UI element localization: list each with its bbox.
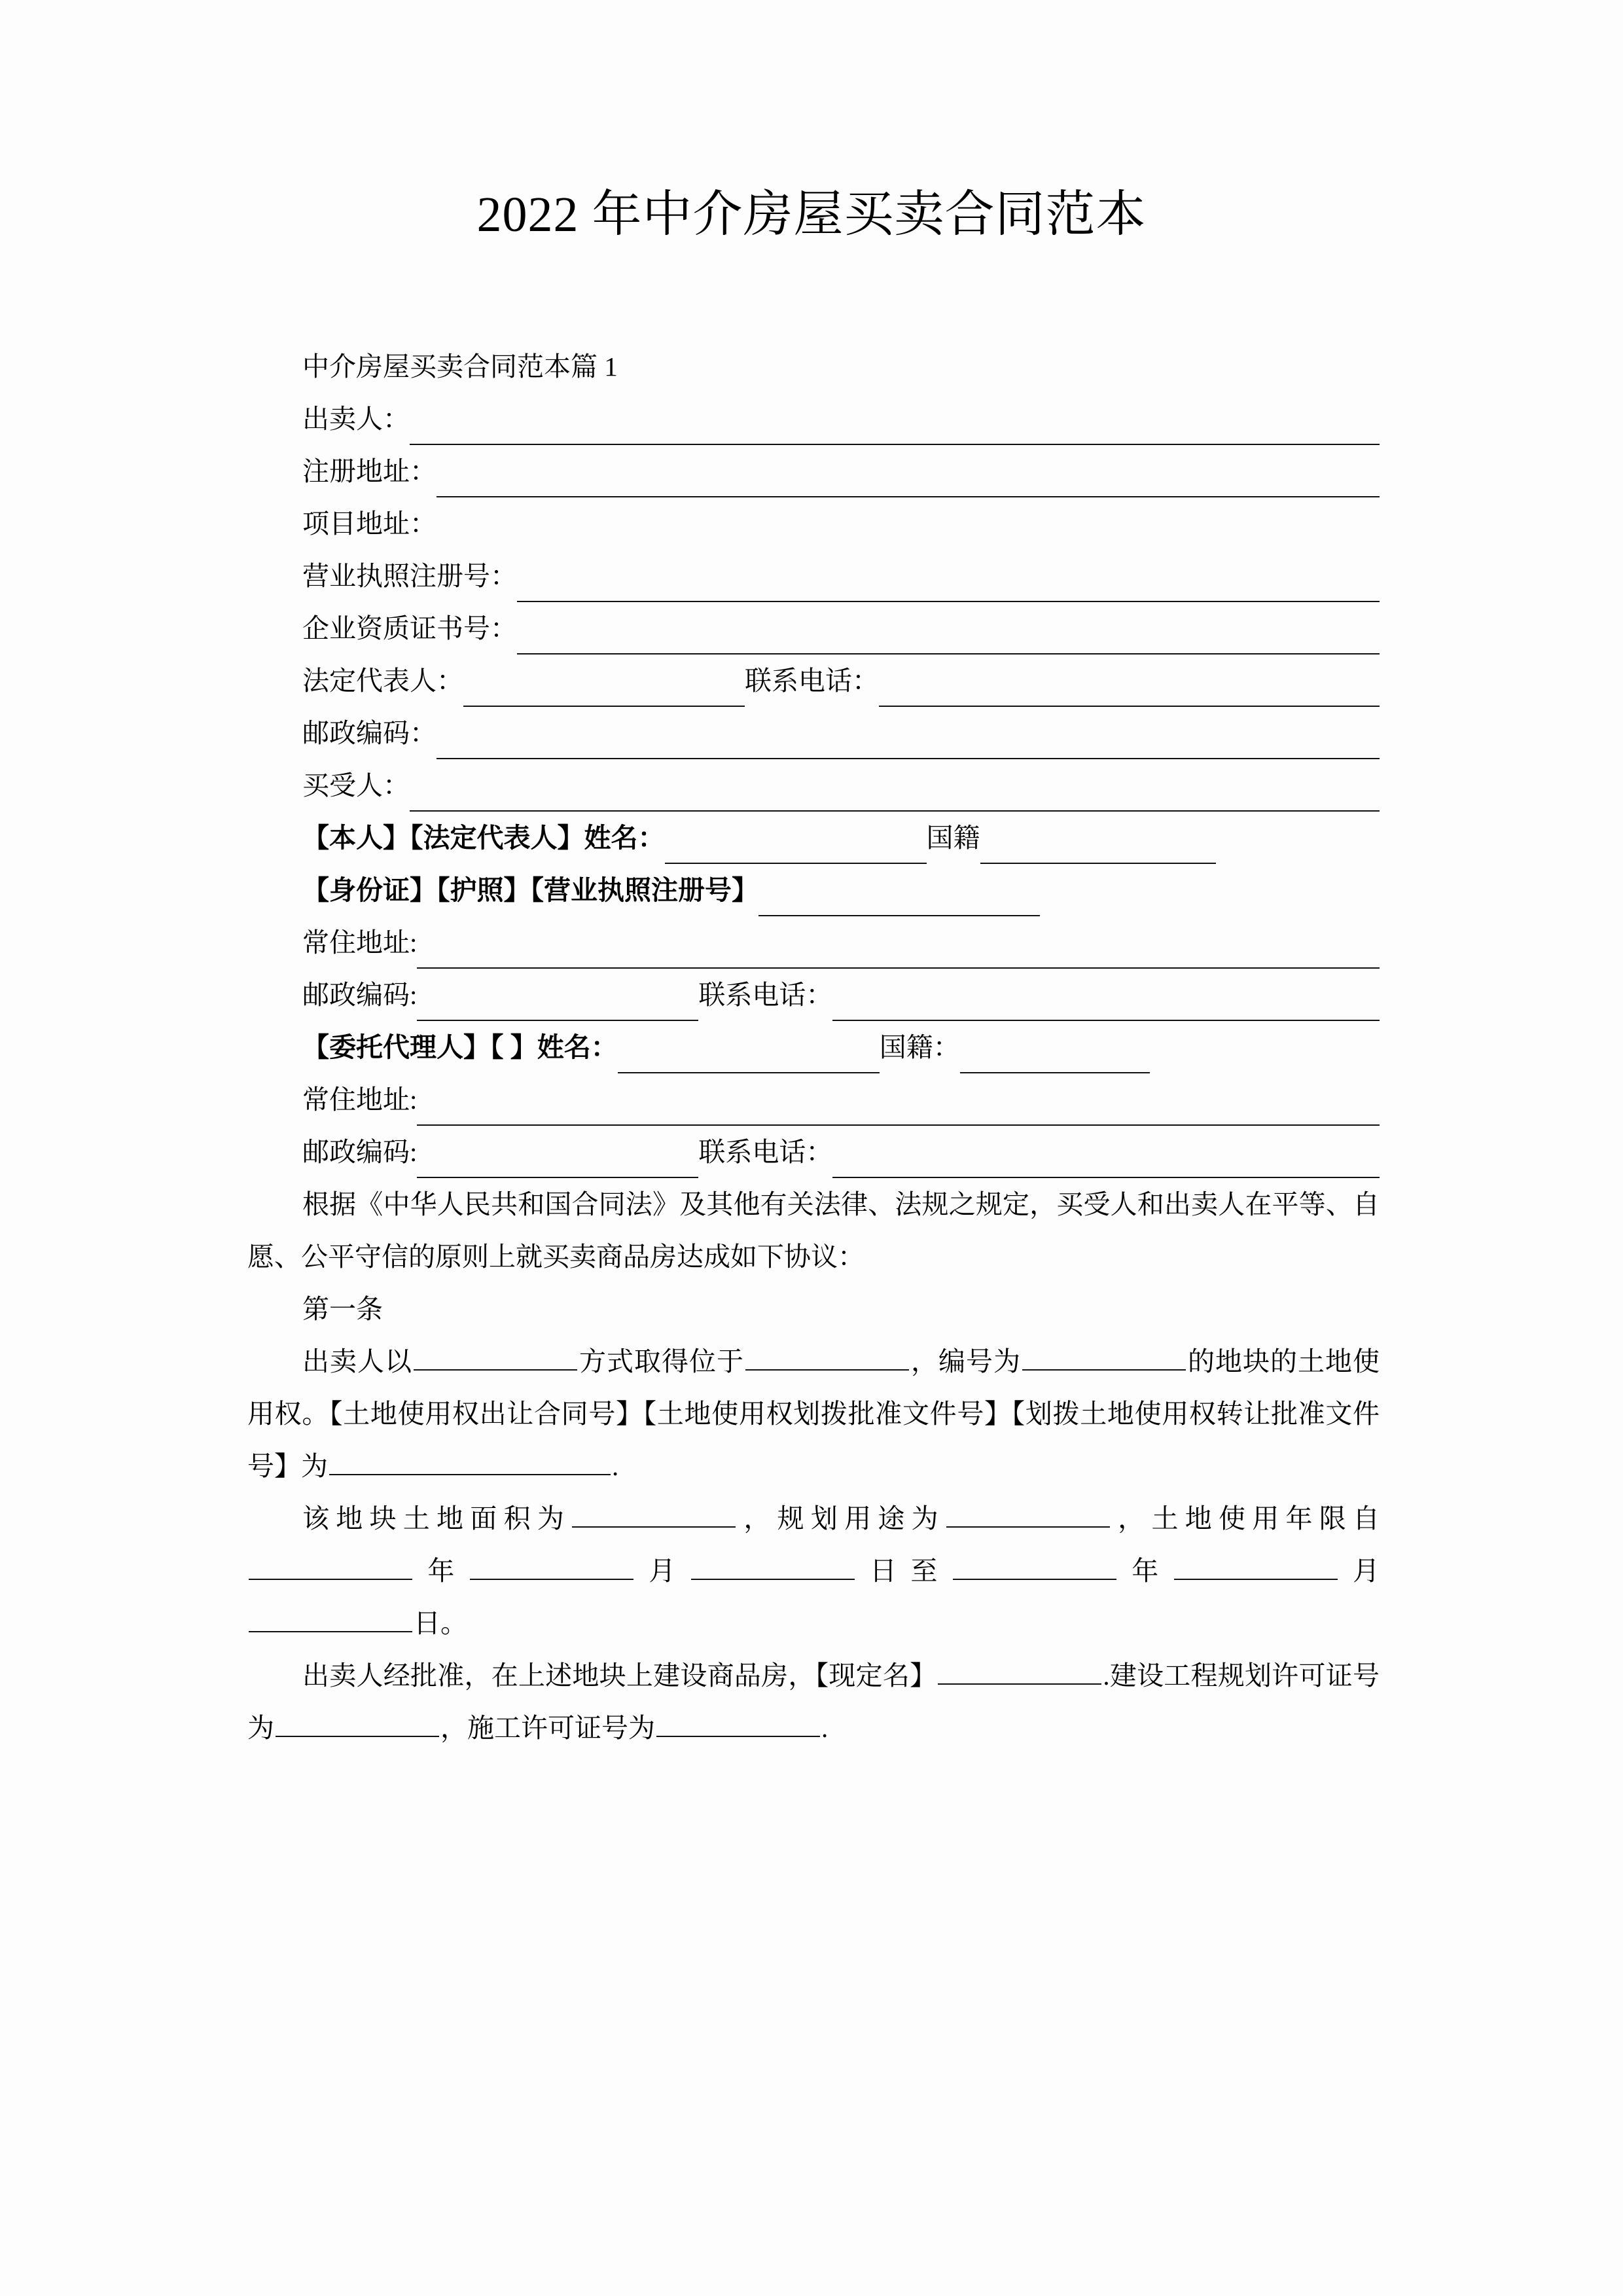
buyer-residence-label: 常住地址:	[302, 927, 418, 958]
id-document-input-rule[interactable]	[758, 880, 1040, 916]
a1-start-month-rule[interactable]	[470, 1552, 633, 1580]
field-row-enterprise-qualification	[247, 602, 1380, 655]
field-row-seller-postal-code	[247, 707, 1380, 759]
principal-name-input-rule[interactable]	[665, 827, 927, 864]
agent-nationality-label: 国籍：	[879, 1032, 960, 1062]
buyer-contact-phone-label: 联系电话：	[698, 980, 833, 1010]
a1-end-day-rule[interactable]	[249, 1605, 412, 1632]
a1-p2-month1: 月	[634, 1556, 690, 1586]
seller-label: 出卖人：	[302, 404, 410, 434]
article-one-paragraph-2	[247, 1492, 1380, 1649]
agent-postal-code-input-rule[interactable]	[417, 1141, 698, 1178]
legal-representative-label: 法定代表人：	[302, 666, 463, 696]
a1-p2-text-c: ，土地使用年限自	[1111, 1503, 1380, 1534]
buyer-label: 买受人：	[302, 770, 410, 800]
field-row-id-document	[247, 864, 1380, 916]
field-row-agent-postal-phone	[247, 1126, 1380, 1178]
field-row-principal-name	[247, 812, 1380, 864]
enterprise-qualification-label: 企业资质证书号：	[302, 613, 517, 643]
page-title: 2022 年中介房屋买卖合同范本	[476, 187, 1147, 242]
agent-nationality-input-rule[interactable]	[960, 1037, 1150, 1073]
a1-parcel-number-rule[interactable]	[1022, 1343, 1186, 1371]
agent-name-input-rule[interactable]	[618, 1037, 880, 1073]
a1-p1-text-a: 出卖人以	[302, 1346, 412, 1376]
a1-p2-day1: 日至	[855, 1556, 952, 1586]
buyer-contact-phone-input-rule[interactable]	[832, 984, 1380, 1021]
a1-land-area-rule[interactable]	[572, 1500, 736, 1528]
principal-name-label: 【本人】【法定代表人】姓名：	[302, 823, 665, 853]
document-subtitle: 中介房屋买卖合同范本篇 1	[302, 351, 618, 382]
a1-p1-text-d: 的地块的土地使用权。【土地使用权出让合同号】【土地使用权划拨批准文件号】【划拨土地使用权转让批准文件号】为	[247, 1346, 1380, 1481]
a1-building-permit-rule[interactable]	[656, 1710, 820, 1737]
field-row-buyer	[247, 759, 1380, 812]
buyer-residence-input-rule[interactable]	[417, 932, 1380, 969]
a1-p2-day2: 日。	[414, 1608, 467, 1638]
seller-postal-code-input-rule[interactable]	[437, 723, 1380, 759]
agent-contact-phone-input-rule[interactable]	[832, 1141, 1380, 1178]
field-row-buyer-postal-phone	[247, 969, 1380, 1021]
registered-address-label: 注册地址：	[302, 456, 437, 486]
article-one-paragraph-1	[247, 1335, 1380, 1492]
registered-address-input-rule[interactable]	[437, 461, 1380, 497]
principal-row-spacer	[1216, 829, 1380, 864]
buyer-postal-code-input-rule[interactable]	[417, 984, 698, 1021]
a1-p3-text-b: .建设工程规划许可证号为	[247, 1660, 1380, 1743]
field-row-buyer-residence	[247, 916, 1380, 969]
field-row-seller	[247, 393, 1380, 445]
a1-p3-text-d: .	[821, 1713, 829, 1743]
a1-p3-text-a: 出卖人经批准，在上述地块上建设商品房，【现定名】	[302, 1660, 937, 1691]
agent-postal-code-label: 邮政编码:	[302, 1137, 418, 1167]
a1-end-month-rule[interactable]	[1174, 1552, 1338, 1580]
field-row-registered-address	[247, 445, 1380, 497]
a1-p2-year2: 年	[1117, 1556, 1173, 1586]
seller-contact-phone-label: 联系电话：	[745, 666, 879, 696]
agent-contact-phone-label: 联系电话：	[698, 1137, 833, 1167]
a1-p1-text-c: ，编号为	[910, 1346, 1021, 1376]
a1-project-name-rule[interactable]	[938, 1657, 1101, 1685]
seller-contact-phone-input-rule[interactable]	[879, 670, 1380, 707]
business-license-label: 营业执照注册号：	[302, 561, 517, 591]
seller-input-rule[interactable]	[410, 408, 1380, 445]
a1-p2-month2: 月	[1338, 1556, 1380, 1586]
a1-p2-text-b: ，规划用途为	[737, 1503, 945, 1534]
principal-nationality-input-rule[interactable]	[980, 827, 1216, 864]
agent-residence-input-rule[interactable]	[417, 1089, 1380, 1126]
a1-construction-permit-rule[interactable]	[276, 1710, 439, 1737]
a1-p2-text-a: 该地块土地面积为	[302, 1503, 571, 1534]
document-body	[247, 340, 1380, 1754]
project-address-label: 项目地址：	[302, 509, 437, 539]
field-row-project-address	[247, 497, 1380, 550]
article-one-heading: 第一条	[302, 1294, 383, 1324]
a1-acquisition-method-rule[interactable]	[414, 1343, 577, 1371]
field-row-business-license	[247, 550, 1380, 602]
agent-name-label: 【委托代理人】【 】姓名：	[302, 1032, 618, 1062]
buyer-input-rule[interactable]	[410, 775, 1380, 812]
a1-location-rule[interactable]	[745, 1343, 909, 1371]
id-document-label: 【身份证】【护照】【营业执照注册号】	[302, 875, 758, 905]
buyer-postal-code-label: 邮政编码:	[302, 980, 418, 1010]
enterprise-qualification-input-rule[interactable]	[517, 618, 1380, 655]
agent-residence-label: 常住地址:	[302, 1085, 418, 1115]
field-row-legal-representative	[247, 655, 1380, 707]
a1-end-year-rule[interactable]	[953, 1552, 1116, 1580]
preamble-paragraph: 根据《中华人民共和国合同法》及其他有关法律、法规之规定，买受人和出卖人在平等、自愿、公平守信的原则上就买卖商品房达成如下协议：	[247, 1189, 1380, 1272]
a1-start-day-rule[interactable]	[691, 1552, 855, 1580]
field-row-agent-residence	[247, 1073, 1380, 1126]
a1-p1-text-b: 方式取得位于	[579, 1346, 744, 1376]
seller-postal-code-label: 邮政编码：	[302, 718, 437, 748]
a1-p3-text-c: ，施工许可证号为	[440, 1713, 655, 1743]
article-one-paragraph-3	[247, 1649, 1380, 1754]
principal-nationality-label: 国籍	[926, 823, 980, 853]
legal-representative-input-rule[interactable]	[463, 670, 745, 707]
agent-row-spacer	[1150, 1038, 1380, 1073]
a1-start-year-rule[interactable]	[249, 1552, 412, 1580]
a1-land-use-doc-number-rule[interactable]	[329, 1448, 611, 1475]
project-address-blank	[437, 514, 1380, 550]
id-document-row-spacer	[1040, 881, 1380, 916]
field-row-agent-name	[247, 1021, 1380, 1073]
a1-planned-use-rule[interactable]	[946, 1500, 1110, 1528]
a1-p2-year1: 年	[414, 1556, 469, 1586]
a1-p1-text-e: .	[612, 1451, 619, 1481]
business-license-input-rule[interactable]	[517, 565, 1380, 602]
